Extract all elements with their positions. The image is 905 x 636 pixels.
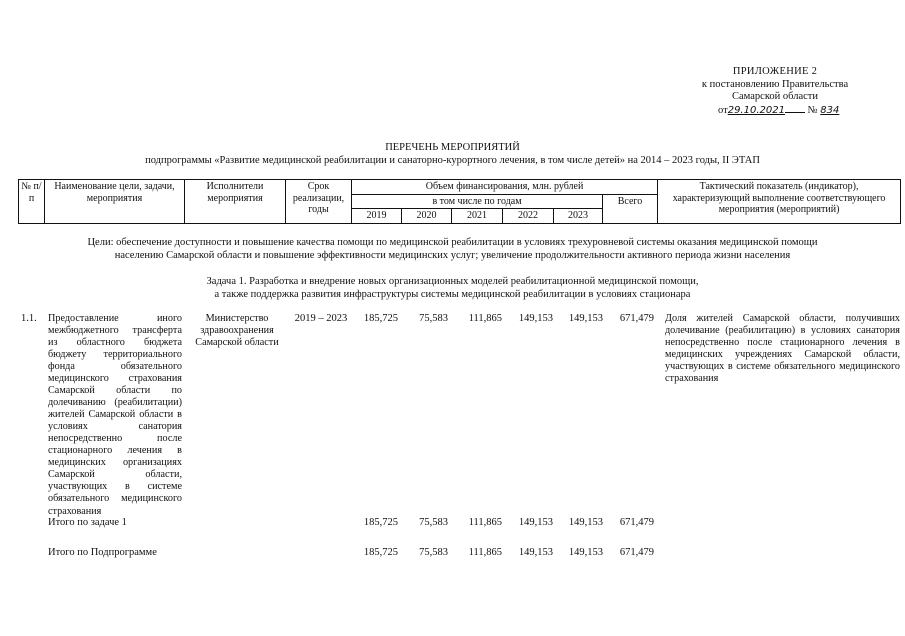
appendix-date-line bbox=[660, 104, 890, 118]
total-task-2021: 111,865 bbox=[468, 517, 502, 528]
task-line1: Задача 1. Разработка и внедрение новых организационных моделей реабилитационной медицинской помощи, bbox=[206, 276, 699, 287]
value-2019: 185,725 bbox=[363, 313, 398, 324]
date-prefix: от bbox=[718, 104, 728, 116]
total-task-sum: 671,479 bbox=[619, 517, 654, 528]
appendix-line3: Самарской области bbox=[732, 91, 818, 103]
total-subprogram-2020: 75,583 bbox=[419, 547, 448, 558]
value-2020: 75,583 bbox=[419, 313, 448, 324]
document-title-block bbox=[0, 141, 905, 167]
appendix-title: ПРИЛОЖЕНИЕ 2 bbox=[732, 66, 818, 77]
table-header bbox=[18, 179, 901, 224]
col-total-header: Всего bbox=[603, 194, 658, 223]
handwritten-number: 834 bbox=[820, 104, 840, 116]
document-title: ПЕРЕЧЕНЬ МЕРОПРИЯТИЙ bbox=[385, 142, 520, 153]
measure-executor: Министерство здравоохранения Самарской области bbox=[195, 313, 279, 349]
col-year-2023: 2023 bbox=[554, 209, 603, 224]
col-year-2021: 2021 bbox=[452, 209, 503, 224]
col-year-2022: 2022 bbox=[503, 209, 554, 224]
total-subprogram-2023: 149,153 bbox=[568, 547, 603, 558]
goal-line2: населению Самарской области и повышение эффективности медицинских услуг; увеличение продолжительности активного периода жизни населения bbox=[114, 250, 791, 262]
col-term-header: Срок реализации, годы bbox=[286, 180, 352, 224]
goal-text bbox=[0, 236, 905, 262]
document-subtitle: подпрограммы «Развитие медицинской реабилитации и санаторно-курортного лечения, в том числе детей» на 2014 – 2023 годы, II ЭТАП bbox=[145, 155, 760, 167]
col-executors-header: Исполнители мероприятия bbox=[185, 180, 286, 224]
row-number: 1.1. bbox=[21, 313, 37, 324]
task-text bbox=[0, 275, 905, 301]
col-indicator-header: Тактический показатель (индикатор), характеризующий выполнение соответствующего мероприятия (мероприятий) bbox=[658, 180, 901, 224]
col-by-years-header: в том числе по годам bbox=[352, 194, 603, 209]
total-subprogram-label: Итого по Подпрограмме bbox=[48, 547, 157, 558]
number-prefix: № bbox=[807, 104, 818, 116]
total-task-2023: 149,153 bbox=[568, 517, 603, 528]
date-underline bbox=[785, 104, 805, 113]
task-line2: а также поддержка развития инфраструктуры системы медицинской реабилитации в условиях стационара bbox=[214, 289, 691, 301]
total-task-2020: 75,583 bbox=[419, 517, 448, 528]
measure-name: Предоставление иного межбюджетного трансферта из областного бюджета бюджету территориального фонда обязательного медицинского страхования Самарской области по долечиванию (реабилитации) жителей Самарской области в условиях санатория непосредственно после стационарного лечения в медицинских организациях Самарской области, участвующих в системе обязательного медицинского страхования bbox=[48, 313, 182, 517]
value-2021: 111,865 bbox=[468, 313, 502, 324]
col-year-2020: 2020 bbox=[402, 209, 452, 224]
measure-indicator: Доля жителей Самарской области, получивших долечивание (реабилитацию) в условиях санатория непосредственно после стационарного лечения в медицинских учреждениях Самарской области, участвующих в системе обязательного медицинского страхования bbox=[665, 313, 900, 385]
col-num-header: № п/п bbox=[19, 180, 45, 224]
col-funding-header: Объем финансирования, млн. рублей bbox=[352, 180, 658, 195]
total-task-2019: 185,725 bbox=[363, 517, 398, 528]
total-task-label: Итого по задаче 1 bbox=[48, 517, 127, 528]
goal-line1: Цели: обеспечение доступности и повышение качества помощи по медицинской реабилитации в условиях трехуровневой системы оказания медицинской помощи bbox=[87, 237, 818, 248]
total-subprogram-sum: 671,479 bbox=[619, 547, 654, 558]
total-task-2022: 149,153 bbox=[518, 517, 553, 528]
measure-term: 2019 – 2023 bbox=[294, 313, 348, 324]
col-year-2019: 2019 bbox=[352, 209, 402, 224]
value-total: 671,479 bbox=[619, 313, 654, 324]
value-2022: 149,153 bbox=[518, 313, 553, 324]
appendix-block bbox=[660, 66, 890, 117]
value-2023: 149,153 bbox=[568, 313, 603, 324]
appendix-line2: к постановлению Правительства bbox=[701, 78, 849, 90]
col-name-header: Наименование цели, задачи, мероприятия bbox=[45, 180, 185, 224]
total-subprogram-2019: 185,725 bbox=[363, 547, 398, 558]
total-subprogram-2022: 149,153 bbox=[518, 547, 553, 558]
total-subprogram-2021: 111,865 bbox=[468, 547, 502, 558]
handwritten-date: 29.10.2021 bbox=[727, 104, 785, 116]
